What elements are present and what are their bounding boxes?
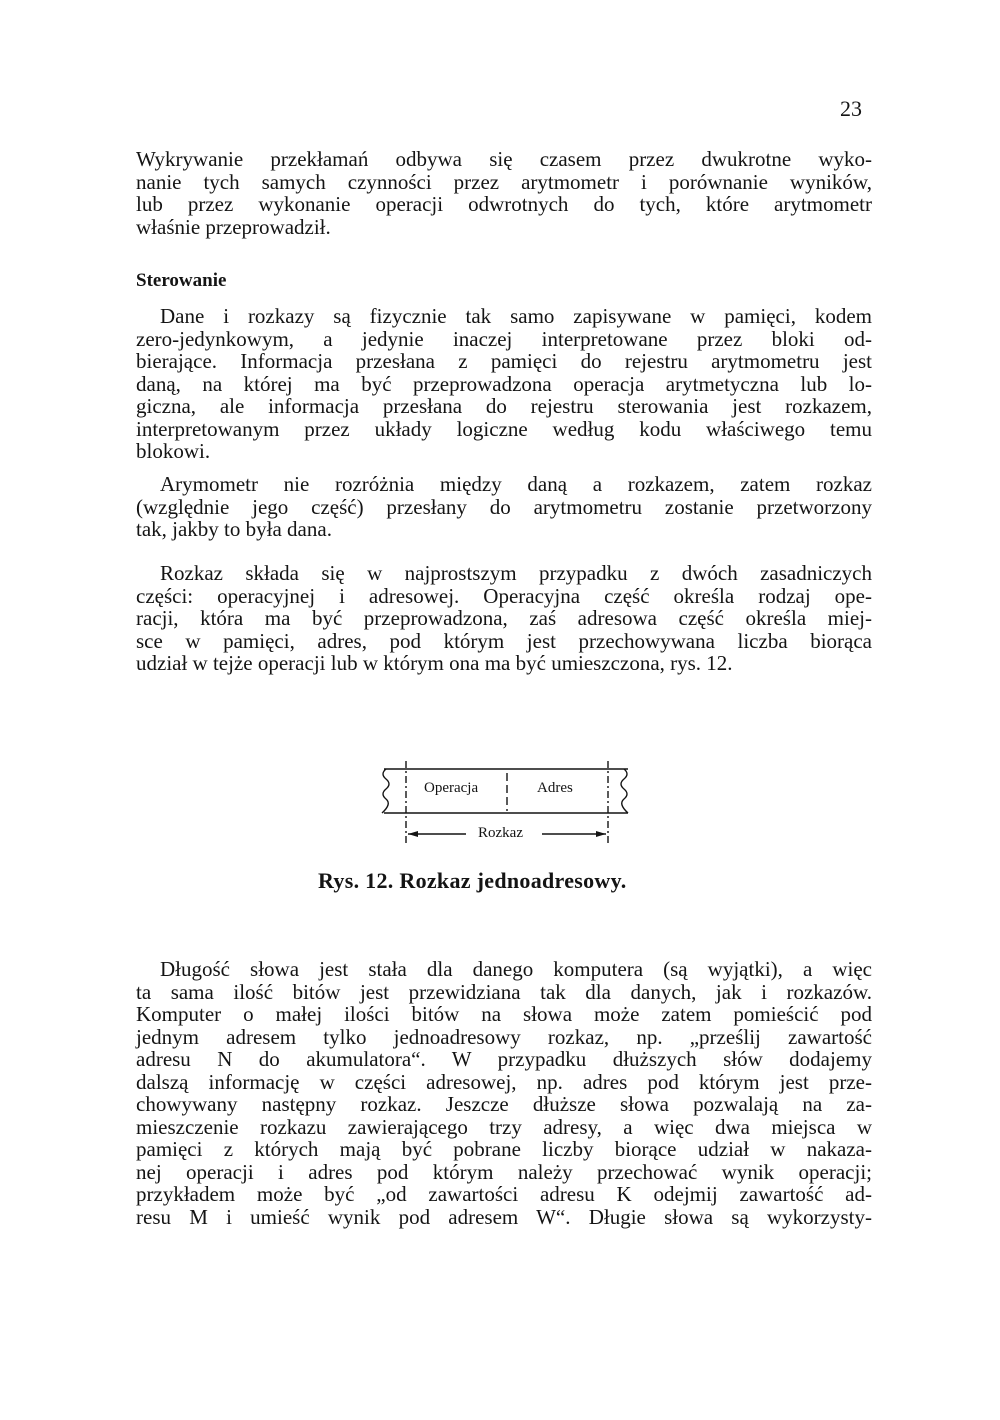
text-line: nej operacji i adres pod którym należy przechować wynik operacji; xyxy=(136,1159,872,1184)
text-line: (względnie jego część) przesłany do arytmometru zostanie przetworzony xyxy=(136,494,872,519)
paragraph-word-length xyxy=(136,958,872,1228)
text-line: Dane i rozkazy są fizycznie tak samo zapisywane w pamięci, kodem xyxy=(160,304,872,328)
text-line: giczna, ale informacja przesłana do rejestru sterowania jest rozkazem, xyxy=(136,394,872,418)
text-line: interpretowanym przez układy logiczne według kodu właściwego temu xyxy=(136,416,872,441)
left-break-mark xyxy=(382,769,389,813)
text-line: udział w tejże operacji lub w którym ona ma być umieszczona, rys. 12. xyxy=(136,651,733,675)
arrowhead-left xyxy=(408,831,418,837)
text-line: ta sama ilość bitów jest przewidziana tak dla danych, jak i rozkazów. xyxy=(136,979,872,1004)
text-line: nanie tych samych czynności przez arytmometr i porównanie wyników, xyxy=(136,169,872,194)
text-line: przykładem może być „od zawartości adresu K odejmij zawartość ad- xyxy=(136,1182,872,1206)
text-line: Arymometr nie rozróżnia między daną a rozkazem, zatem rozkaz xyxy=(160,472,872,496)
text-line: bierające. Informacja przesłana z pamięci do rejestru arytmometru jest xyxy=(136,349,872,373)
right-break-mark xyxy=(621,769,628,813)
text-line: właśnie przeprowadził. xyxy=(136,214,331,239)
text-line: pamięci z których mają być pobrane liczby biorące udział w nakaza- xyxy=(136,1137,872,1161)
field-operation-label: Operacja xyxy=(424,780,479,796)
text-line: sce w pamięci, adres, pod którym jest przechowywana liczba biorąca xyxy=(136,628,872,653)
figure-caption: Rys. 12. Rozkaz jednoadresowy. xyxy=(318,868,627,893)
text-line: chowywany następny rozkaz. Jeszcze dłuższe słowa pozwalają na za- xyxy=(136,1092,872,1116)
text-line: adresu N do akumulatora“. W przypadku dłuższych słów dodajemy xyxy=(136,1047,872,1071)
section-heading: Sterowanie xyxy=(136,270,227,291)
paragraph-data-and-instructions xyxy=(136,305,872,463)
text-line: mieszczenie rozkazu zawierającego trzy adresy, a więc dwa miejsca w xyxy=(136,1114,872,1139)
text-line: części: operacyjnej i adresowej. Operacyjna część określa rodzaj ope- xyxy=(136,583,872,608)
text-line: daną, na której ma być przeprowadzona operacja arytmetyczna lub lo- xyxy=(136,371,872,396)
text-line: dalszą informację w części adresowej, np. adres pod którym jest prze- xyxy=(136,1069,872,1094)
text-line: zero-jedynkowym, a jedynie inaczej interpretowane przez bloki od- xyxy=(136,326,872,351)
text-line: racji, która ma być przeprowadzona, zaś adresowa część określa miej- xyxy=(136,606,872,630)
text-line: blokowi. xyxy=(136,439,211,463)
text-line: tak, jakby to była dana. xyxy=(136,517,332,541)
instruction-span-label: Rozkaz xyxy=(478,825,523,841)
field-address-label: Adres xyxy=(537,780,573,796)
text-line: Rozkaz składa się w najprostszym przypadku z dwóch zasadniczych xyxy=(160,561,872,585)
text-line: Długość słowa jest stała dla danego komputera (są wyjątki), a więc xyxy=(160,957,872,981)
arrowhead-right xyxy=(596,831,606,837)
text-line: Wykrywanie przekłamań odbywa się czasem przez dwukrotne wyko- xyxy=(136,147,872,171)
text-line: jednym adresem tylko jednoadresowy rozkaz, np. „prześlij zawartość xyxy=(136,1024,872,1049)
paragraph-instruction-parts xyxy=(136,562,872,675)
text-line: lub przez wykonanie operacji odwrotnych do tych, które arytmometr xyxy=(136,192,872,216)
paragraph-arithmetic-unit xyxy=(136,473,872,541)
paragraph-error-detection xyxy=(136,148,872,238)
text-line: resu M i umieść wynik pod adresem W“. Długie słowa są wykorzysty- xyxy=(136,1204,872,1229)
text-line: Komputer o małej ilości bitów na słowa może zatem pomieścić pod xyxy=(136,1002,872,1026)
page-number: 23 xyxy=(840,96,862,121)
figure-instruction-format xyxy=(370,745,640,850)
